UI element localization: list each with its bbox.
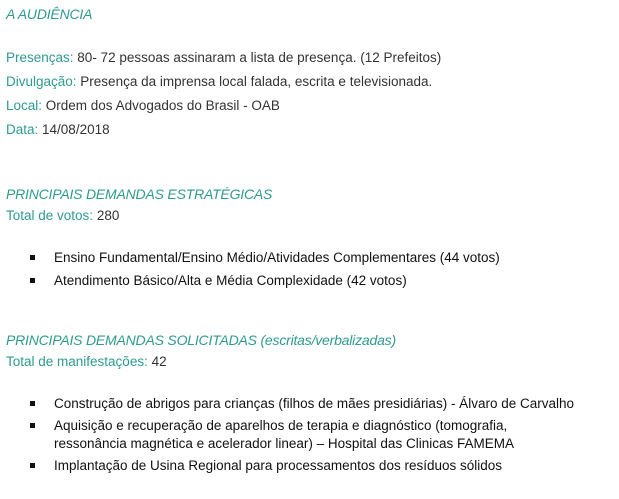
bullet-icon bbox=[30, 463, 35, 468]
row-value: 14/08/2018 bbox=[38, 122, 110, 137]
total-label: Total de votos: bbox=[6, 208, 94, 223]
row-label: Local: bbox=[6, 98, 43, 113]
info-row-local bbox=[6, 98, 280, 113]
total-label: Total de manifestações: bbox=[6, 354, 148, 369]
bullet-icon bbox=[30, 255, 35, 260]
section-title-audiencia: A AUDIÊNCIA bbox=[6, 6, 93, 22]
section-title-solicitadas: PRINCIPAIS DEMANDAS SOLICITADAS (escritas/verbalizadas) bbox=[6, 332, 396, 348]
total-value: 280 bbox=[93, 208, 120, 223]
bullet-icon bbox=[30, 401, 35, 406]
list-item: Atendimento Básico/Alta e Média Complexidade (42 votos) bbox=[0, 272, 619, 290]
estrategicas-list bbox=[0, 249, 619, 290]
total-votos bbox=[6, 208, 119, 223]
row-label: Presenças: bbox=[6, 50, 74, 65]
row-label: Divulgação: bbox=[6, 74, 77, 89]
info-row-divulgacao bbox=[6, 74, 432, 89]
list-item: Aquisição e recuperação de aparelhos de terapia e diagnóstico (tomografia, ressonância magnética e acelerador linear) – Hospital das Clinicas FAMEMA bbox=[0, 417, 619, 453]
list-item: Ensino Fundamental/Ensino Médio/Atividades Complementares (44 votos) bbox=[0, 249, 619, 267]
list-item: Implantação de Usina Regional para processamentos dos resíduos sólidos bbox=[0, 457, 619, 475]
row-value: Ordem dos Advogados do Brasil - OAB bbox=[42, 98, 280, 113]
row-value: Presença da imprensa local falada, escrita e televisionada. bbox=[76, 74, 433, 89]
solicitadas-list bbox=[0, 395, 619, 475]
bullet-icon bbox=[30, 423, 35, 428]
section-title-estrategicas: PRINCIPAIS DEMANDAS ESTRATÉGICAS bbox=[6, 186, 273, 202]
list-item: Construção de abrigos para crianças (filhos de mães presidiárias) - Álvaro de Carvalho bbox=[0, 395, 619, 413]
row-value: 80- 72 pessoas assinaram a lista de presença. (12 Prefeitos) bbox=[73, 50, 442, 65]
row-label: Data: bbox=[6, 122, 39, 137]
bullet-icon bbox=[30, 278, 35, 283]
total-value: 42 bbox=[147, 354, 167, 369]
info-row-data bbox=[6, 122, 110, 137]
info-row-presencas bbox=[6, 50, 441, 65]
total-manifestacoes bbox=[6, 354, 167, 369]
